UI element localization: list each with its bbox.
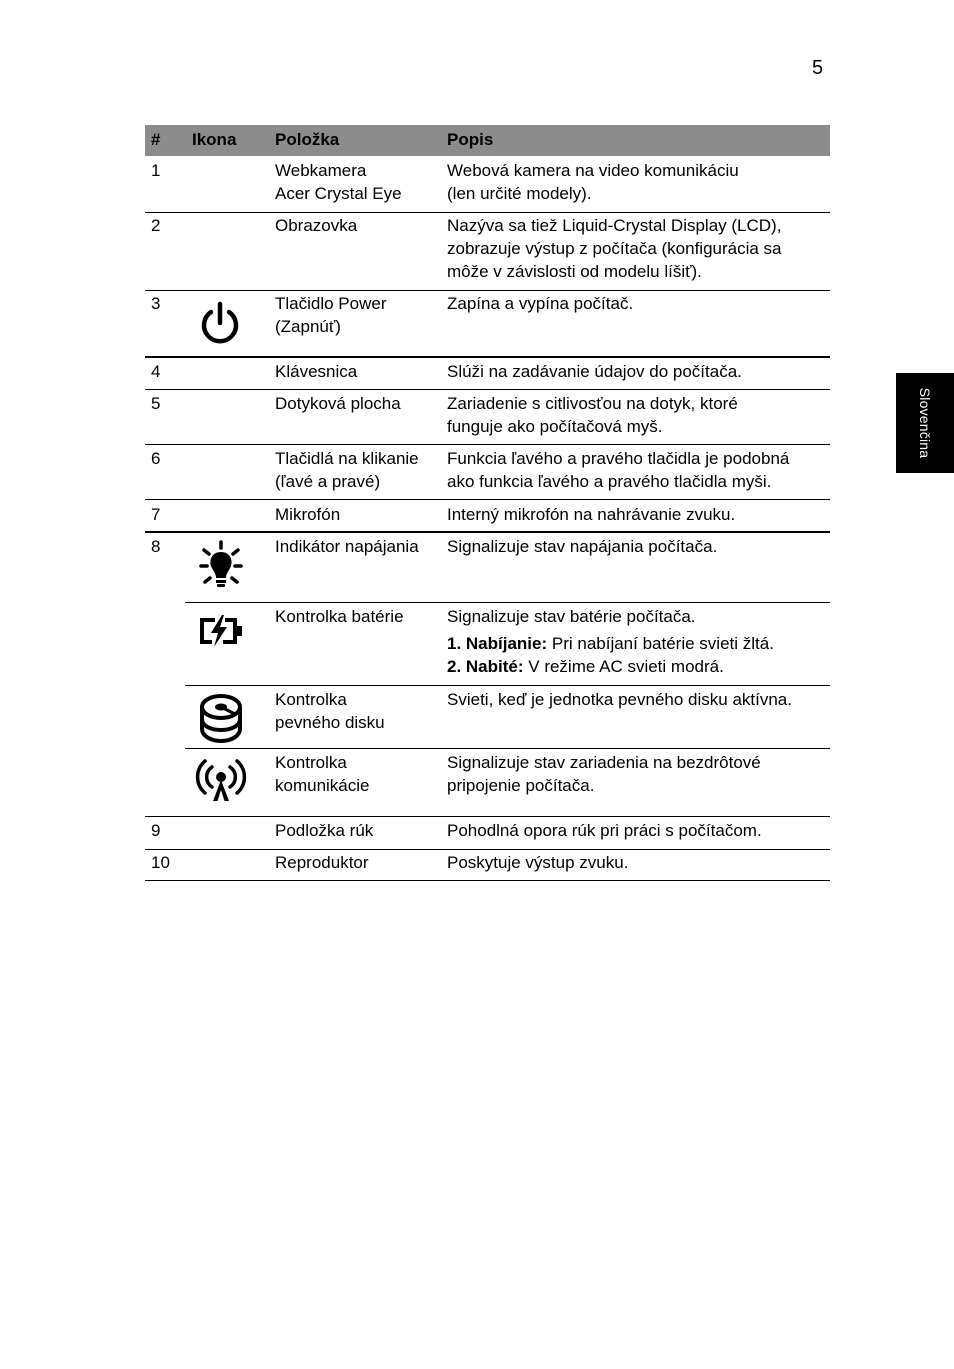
row-desc: Funkcia ľavého a pravého tlačidla je podobná — [447, 449, 790, 468]
battery-charging-icon — [197, 614, 245, 648]
row-item: Tlačidlá na klikanie — [275, 449, 419, 468]
row-num: 9 — [151, 821, 161, 840]
row-desc: Zapína a vypína počítač. — [447, 294, 634, 313]
language-side-tab — [896, 373, 954, 473]
row-item: Kontrolka batérie — [275, 607, 404, 626]
row-desc: Svieti, keď je jednotka pevného disku aktívna. — [447, 690, 792, 709]
note-text: Pri nabíjaní batérie svieti žltá. — [547, 634, 774, 653]
power-indicator-icon — [198, 540, 244, 588]
row-num: 6 — [151, 449, 161, 468]
row-desc: Signalizuje stav zariadenia na bezdrôtové — [447, 753, 761, 772]
row-item: Kontrolka — [275, 753, 347, 772]
table-bottom-border — [145, 880, 830, 881]
row-desc: Webová kamera na video komunikáciu — [447, 161, 739, 180]
row-desc: Zariadenie s citlivosťou na dotyk, ktoré — [447, 394, 738, 413]
row-item: pevného disku — [275, 713, 385, 732]
row-num: 8 — [151, 537, 161, 556]
row-item: Reproduktor — [275, 853, 369, 872]
row-divider — [145, 290, 830, 291]
row-divider — [145, 849, 830, 850]
row-desc: Interný mikrofón na nahrávanie zvuku. — [447, 505, 736, 524]
row-item: (Zapnúť) — [275, 317, 341, 336]
row-divider — [145, 444, 830, 445]
row-divider — [185, 748, 830, 749]
row-num: 4 — [151, 362, 161, 381]
row-desc: zobrazuje výstup z počítača (konfigurácia sa — [447, 239, 782, 258]
battery-note — [447, 655, 724, 678]
row-divider — [145, 356, 830, 358]
row-num: 10 — [151, 853, 170, 872]
header-num: # — [151, 130, 161, 149]
row-item: Mikrofón — [275, 505, 341, 524]
row-divider — [145, 499, 830, 500]
row-item: Dotyková plocha — [275, 394, 401, 413]
row-desc: môže v závislosti od modelu líšiť). — [447, 262, 702, 281]
row-divider — [145, 212, 830, 213]
header-desc: Popis — [447, 130, 494, 149]
side-tab-label: Slovenčina — [917, 387, 933, 459]
row-desc: Pohodlná opora rúk pri práci s počítačom. — [447, 821, 762, 840]
row-desc: pripojenie počítača. — [447, 776, 595, 795]
power-icon — [196, 300, 244, 348]
row-item: Indikátor napájania — [275, 537, 419, 556]
wireless-communication-icon — [194, 758, 248, 802]
battery-note — [447, 632, 774, 655]
row-num: 2 — [151, 216, 161, 235]
row-desc: Nazýva sa tiež Liquid-Crystal Display (LCD), — [447, 216, 782, 235]
row-desc: Poskytuje výstup zvuku. — [447, 853, 629, 872]
row-divider — [145, 531, 830, 533]
row-desc: Signalizuje stav batérie počítača. — [447, 607, 696, 626]
row-desc: Slúži na zadávanie údajov do počítača. — [447, 362, 742, 381]
row-item: Acer Crystal Eye — [275, 184, 402, 203]
note-label: 1. Nabíjanie: — [447, 634, 548, 653]
row-desc: Signalizuje stav napájania počítača. — [447, 537, 718, 556]
note-label: 2. Nabité: — [447, 657, 524, 676]
row-num: 1 — [151, 161, 161, 180]
row-divider — [185, 602, 830, 603]
row-item: Kontrolka — [275, 690, 347, 709]
page-number: 5 — [812, 57, 824, 79]
note-text: V režime AC svieti modrá. — [523, 657, 724, 676]
row-item: (ľavé a pravé) — [275, 472, 381, 491]
row-num: 7 — [151, 505, 161, 524]
row-item: komunikácie — [275, 776, 370, 795]
header-icon: Ikona — [192, 130, 237, 149]
header-item: Položka — [275, 130, 340, 149]
row-item: Klávesnica — [275, 362, 358, 381]
hard-disk-icon — [197, 693, 245, 745]
row-divider — [145, 389, 830, 390]
row-divider — [145, 816, 830, 817]
row-desc: (len určité modely). — [447, 184, 592, 203]
row-num: 5 — [151, 394, 161, 413]
row-item: Obrazovka — [275, 216, 358, 235]
row-item: Podložka rúk — [275, 821, 374, 840]
row-divider — [185, 685, 830, 686]
row-item: Tlačidlo Power — [275, 294, 387, 313]
row-item: Webkamera — [275, 161, 367, 180]
row-num: 3 — [151, 294, 161, 313]
row-desc: funguje ako počítačová myš. — [447, 417, 663, 436]
row-desc: ako funkcia ľavého a pravého tlačidla myši. — [447, 472, 772, 491]
